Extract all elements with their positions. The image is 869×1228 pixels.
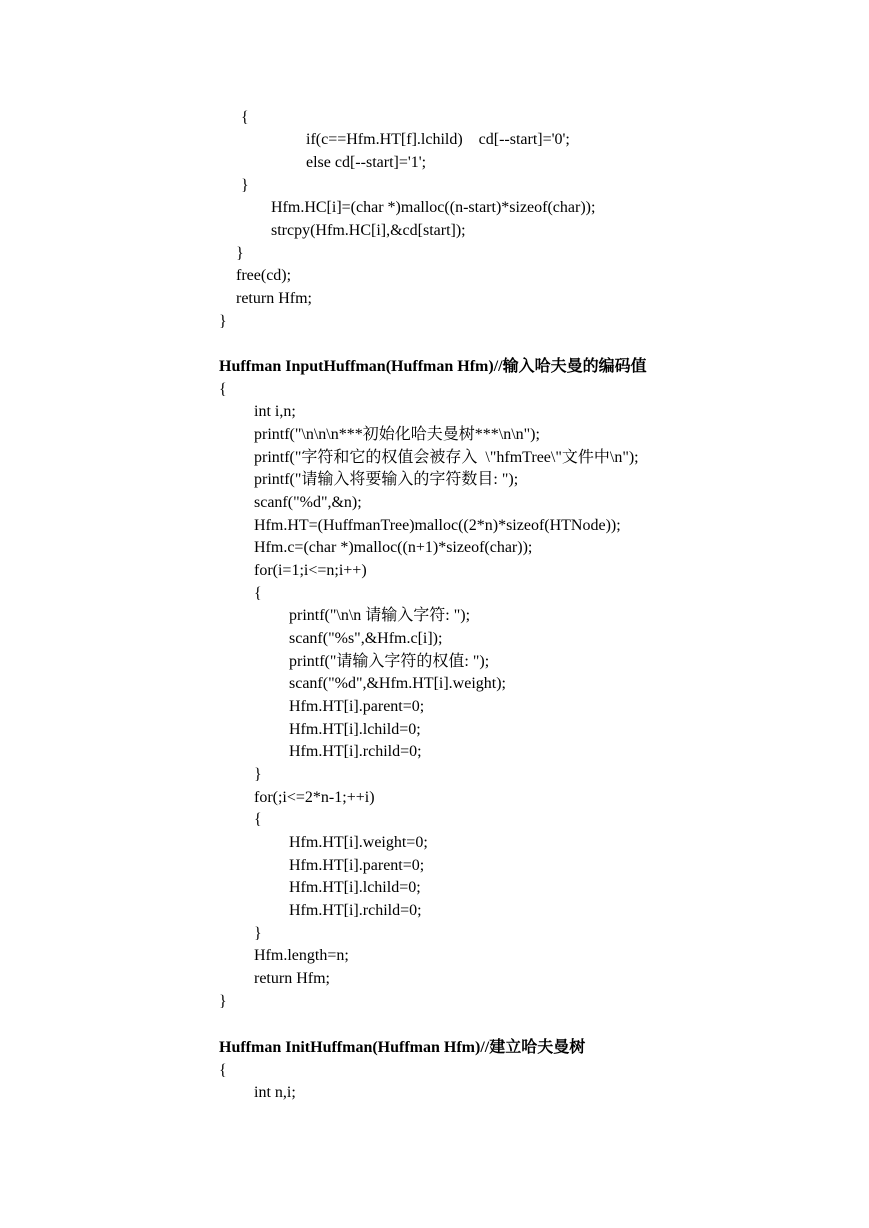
- code-line: Hfm.HT[i].rchild=0;: [289, 743, 422, 760]
- code-line: return Hfm;: [236, 290, 312, 307]
- code-line: free(cd);: [236, 267, 292, 284]
- code-line: Hfm.HT[i].rchild=0;: [289, 902, 422, 919]
- code-line: {: [241, 109, 249, 126]
- code-line: }: [254, 925, 262, 942]
- code-line: }: [219, 313, 227, 330]
- code-line: Hfm.length=n;: [254, 947, 349, 964]
- code-line: }: [241, 177, 249, 194]
- code-line: if(c==Hfm.HT[f].lchild) cd[--start]='0';: [306, 131, 570, 148]
- code-line: {: [254, 585, 262, 602]
- code-line: printf("\n\n\n***初始化哈夫曼树***\n\n");: [254, 426, 540, 443]
- code-line: {: [254, 811, 262, 828]
- code-line: strcpy(Hfm.HC[i],&cd[start]);: [271, 222, 466, 239]
- code-line: Hfm.c=(char *)malloc((n+1)*sizeof(char));: [254, 539, 533, 556]
- function-heading: Huffman InputHuffman(Huffman Hfm)//输入哈夫曼的编码值: [219, 358, 647, 375]
- code-line: scanf("%d",&n);: [254, 494, 362, 511]
- code-line: Hfm.HT[i].weight=0;: [289, 834, 428, 851]
- code-line: for(i=1;i<=n;i++): [254, 562, 367, 579]
- code-line: Hfm.HT[i].lchild=0;: [289, 879, 421, 896]
- code-line: for(;i<=2*n-1;++i): [254, 789, 375, 806]
- code-line: int i,n;: [254, 403, 296, 420]
- code-line: printf("请输入将要输入的字符数目: ");: [254, 471, 519, 488]
- code-line: {: [219, 1062, 227, 1079]
- code-line: Hfm.HT[i].parent=0;: [289, 857, 425, 874]
- code-line: Hfm.HT[i].parent=0;: [289, 698, 425, 715]
- code-line: }: [254, 766, 262, 783]
- code-line: scanf("%d",&Hfm.HT[i].weight);: [289, 675, 506, 692]
- code-line: Hfm.HC[i]=(char *)malloc((n-start)*sizeof(char));: [271, 199, 596, 216]
- code-line: }: [219, 993, 227, 1010]
- code-line: Hfm.HT=(HuffmanTree)malloc((2*n)*sizeof(HTNode));: [254, 517, 621, 534]
- code-line: printf("\n\n 请输入字符: ");: [289, 607, 471, 624]
- code-line: Hfm.HT[i].lchild=0;: [289, 721, 421, 738]
- code-line: else cd[--start]='1';: [306, 154, 427, 171]
- code-line: return Hfm;: [254, 970, 330, 987]
- code-line: printf("请输入字符的权值: ");: [289, 653, 490, 670]
- code-line: int n,i;: [254, 1084, 296, 1101]
- code-line: {: [219, 381, 227, 398]
- code-line: scanf("%s",&Hfm.c[i]);: [289, 630, 443, 647]
- code-line: }: [236, 245, 244, 262]
- code-line: printf("字符和它的权值会被存入 \"hfmTree\"文件中\n");: [254, 449, 639, 466]
- function-heading: Huffman InitHuffman(Huffman Hfm)//建立哈夫曼树: [219, 1039, 586, 1056]
